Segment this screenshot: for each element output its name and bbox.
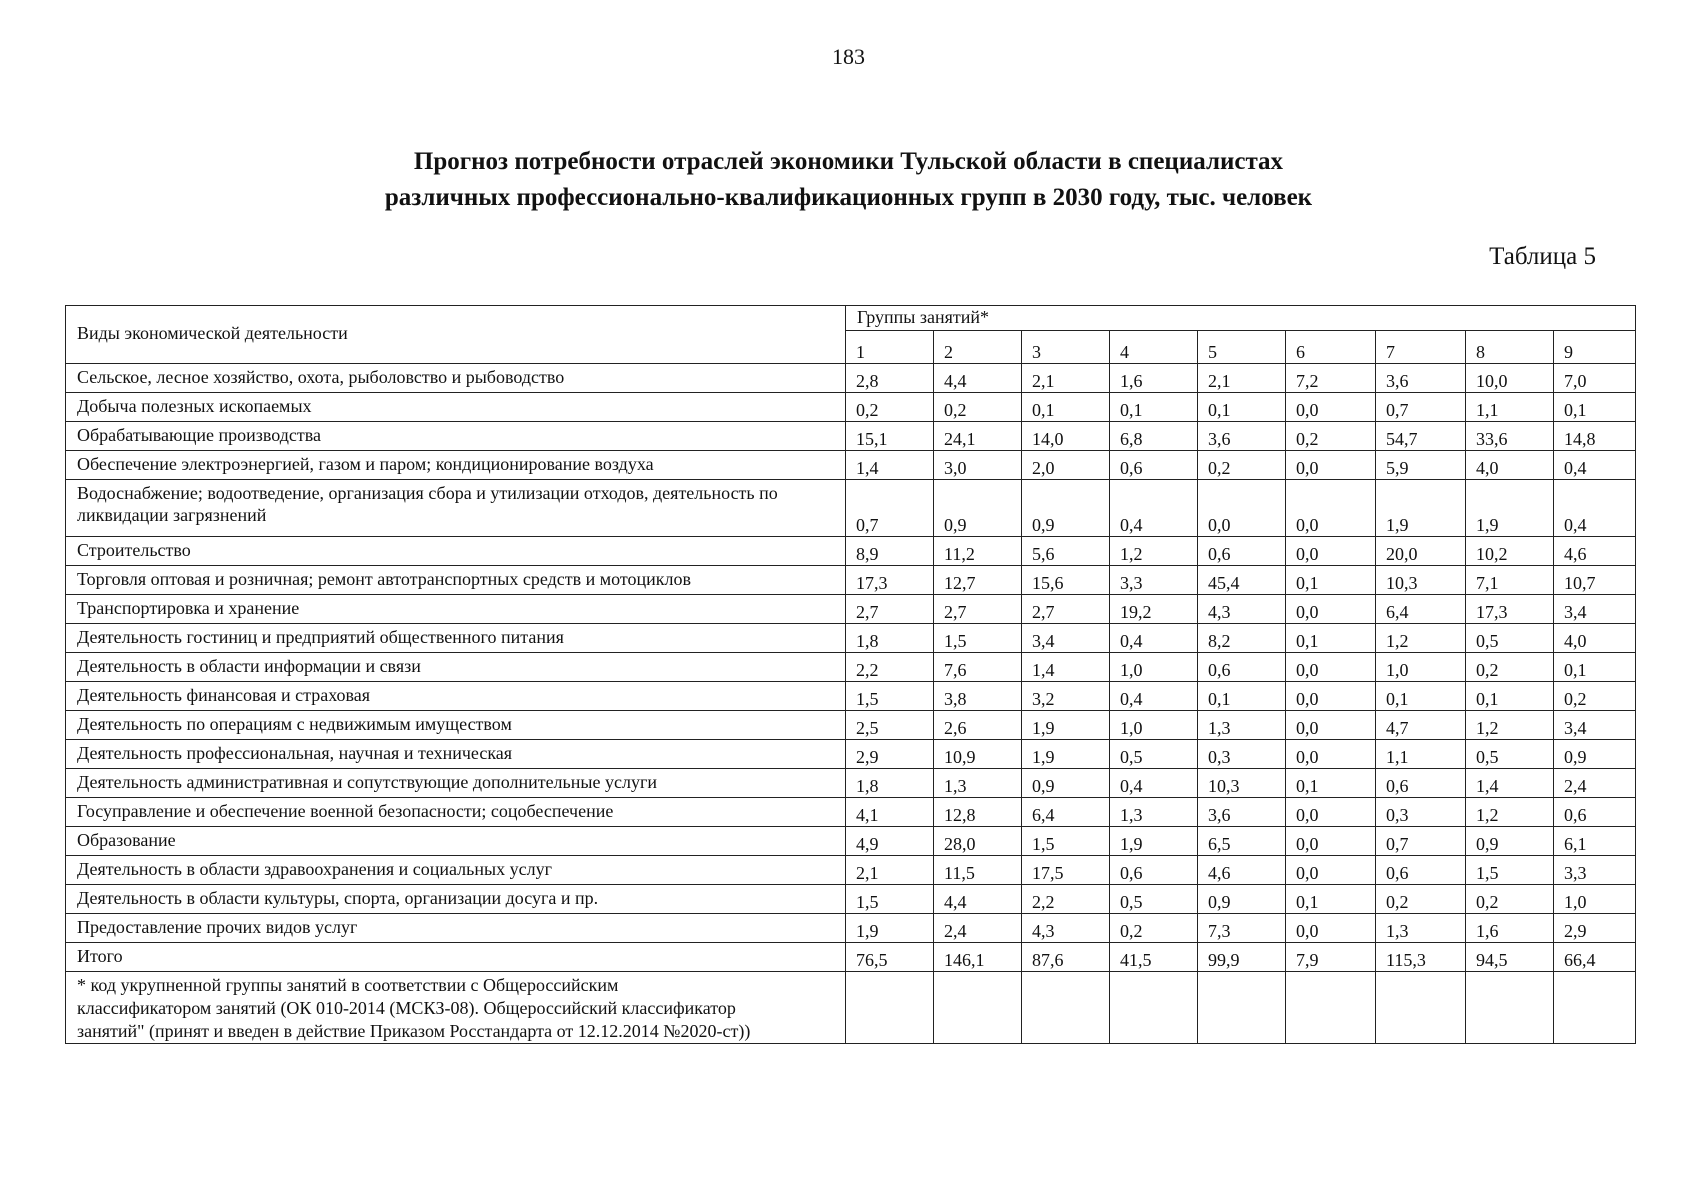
value-cell: 1,5 xyxy=(934,624,1022,653)
value-cell: 5,6 xyxy=(1022,537,1110,566)
activity-cell: Деятельность финансовая и страховая xyxy=(66,682,846,711)
value-cell: 4,6 xyxy=(1554,537,1636,566)
value-cell: 2,2 xyxy=(846,653,934,682)
value-cell: 0,6 xyxy=(1554,798,1636,827)
empty-cell xyxy=(1022,972,1110,1044)
value-cell: 1,5 xyxy=(1466,856,1554,885)
empty-cell xyxy=(1466,972,1554,1044)
value-cell: 0,2 xyxy=(846,393,934,422)
value-cell: 0,1 xyxy=(1110,393,1198,422)
value-cell: 4,0 xyxy=(1466,451,1554,480)
header-row xyxy=(66,306,1636,331)
value-cell: 2,1 xyxy=(1198,364,1286,393)
value-cell: 0,9 xyxy=(1022,769,1110,798)
value-cell: 0,1 xyxy=(1466,682,1554,711)
table-row xyxy=(66,682,1636,711)
value-cell: 0,0 xyxy=(1286,827,1376,856)
value-cell: 6,1 xyxy=(1554,827,1636,856)
value-cell: 0,1 xyxy=(1198,682,1286,711)
value-cell: 8,2 xyxy=(1198,624,1286,653)
value-cell: 20,0 xyxy=(1376,537,1466,566)
value-cell: 0,1 xyxy=(1022,393,1110,422)
value-cell: 0,6 xyxy=(1376,856,1466,885)
value-cell: 0,3 xyxy=(1198,740,1286,769)
value-cell: 0,0 xyxy=(1286,711,1376,740)
value-cell: 87,6 xyxy=(1022,943,1110,972)
value-cell: 66,4 xyxy=(1554,943,1636,972)
value-cell: 76,5 xyxy=(846,943,934,972)
table-row xyxy=(66,422,1636,451)
value-cell: 2,0 xyxy=(1022,451,1110,480)
value-cell: 1,4 xyxy=(846,451,934,480)
value-cell: 0,0 xyxy=(1286,740,1376,769)
value-cell: 1,5 xyxy=(846,885,934,914)
value-cell: 6,5 xyxy=(1198,827,1286,856)
value-cell: 4,9 xyxy=(846,827,934,856)
value-cell: 1,8 xyxy=(846,624,934,653)
value-cell: 7,6 xyxy=(934,653,1022,682)
value-cell: 0,1 xyxy=(1198,393,1286,422)
value-cell: 1,6 xyxy=(1110,364,1198,393)
empty-cell xyxy=(1110,972,1198,1044)
value-cell: 19,2 xyxy=(1110,595,1198,624)
table-label: Таблица 5 xyxy=(1489,243,1596,270)
value-cell: 3,6 xyxy=(1376,364,1466,393)
value-cell: 1,2 xyxy=(1110,537,1198,566)
value-cell: 0,0 xyxy=(1286,480,1376,537)
value-cell: 7,9 xyxy=(1286,943,1376,972)
empty-cell xyxy=(1376,972,1466,1044)
table-row xyxy=(66,393,1636,422)
value-cell: 15,6 xyxy=(1022,566,1110,595)
value-cell: 1,2 xyxy=(1466,711,1554,740)
value-cell: 33,6 xyxy=(1466,422,1554,451)
value-cell: 4,4 xyxy=(934,885,1022,914)
table-row xyxy=(66,480,1636,537)
value-cell: 0,9 xyxy=(934,480,1022,537)
title-line-2: различных профессионально-квалификационных групп в 2030 году, тыс. человек xyxy=(384,184,1313,211)
value-cell: 0,2 xyxy=(1198,451,1286,480)
activity-cell: Предоставление прочих видов услуг xyxy=(66,914,846,943)
column-header: 5 xyxy=(1198,331,1286,364)
value-cell: 0,2 xyxy=(1466,885,1554,914)
value-cell: 1,2 xyxy=(1376,624,1466,653)
value-cell: 0,1 xyxy=(1554,653,1636,682)
value-cell: 146,1 xyxy=(934,943,1022,972)
value-cell: 1,9 xyxy=(1110,827,1198,856)
value-cell: 3,6 xyxy=(1198,798,1286,827)
column-header: 7 xyxy=(1376,331,1466,364)
value-cell: 0,0 xyxy=(1286,393,1376,422)
value-cell: 10,9 xyxy=(934,740,1022,769)
value-cell: 4,3 xyxy=(1022,914,1110,943)
value-cell: 6,8 xyxy=(1110,422,1198,451)
activity-cell: Деятельность по операциям с недвижимым имуществом xyxy=(66,711,846,740)
value-cell: 0,7 xyxy=(1376,393,1466,422)
footnote-cell xyxy=(66,972,846,1044)
value-cell: 3,8 xyxy=(934,682,1022,711)
table-body xyxy=(66,306,1636,1044)
value-cell: 0,7 xyxy=(1376,827,1466,856)
value-cell: 10,3 xyxy=(1198,769,1286,798)
page-number: 183 xyxy=(832,44,865,69)
value-cell: 0,1 xyxy=(1286,885,1376,914)
value-cell: 3,0 xyxy=(934,451,1022,480)
document-title xyxy=(0,144,1697,216)
table-row xyxy=(66,827,1636,856)
activity-cell: Деятельность в области информации и связи xyxy=(66,653,846,682)
activity-cell: Образование xyxy=(66,827,846,856)
activity-cell: Строительство xyxy=(66,537,846,566)
table-row xyxy=(66,798,1636,827)
value-cell: 7,3 xyxy=(1198,914,1286,943)
value-cell: 0,1 xyxy=(1286,624,1376,653)
value-cell: 0,2 xyxy=(934,393,1022,422)
value-cell: 17,3 xyxy=(846,566,934,595)
value-cell: 41,5 xyxy=(1110,943,1198,972)
table-row xyxy=(66,566,1636,595)
value-cell: 4,7 xyxy=(1376,711,1466,740)
value-cell: 1,3 xyxy=(1110,798,1198,827)
column-header: 2 xyxy=(934,331,1022,364)
table-row xyxy=(66,364,1636,393)
value-cell: 17,5 xyxy=(1022,856,1110,885)
value-cell: 1,1 xyxy=(1376,740,1466,769)
value-cell: 2,5 xyxy=(846,711,934,740)
value-cell: 2,6 xyxy=(934,711,1022,740)
value-cell: 2,4 xyxy=(934,914,1022,943)
value-cell: 115,3 xyxy=(1376,943,1466,972)
column-header: 8 xyxy=(1466,331,1554,364)
empty-cell xyxy=(1198,972,1286,1044)
value-cell: 1,3 xyxy=(1198,711,1286,740)
value-cell: 0,2 xyxy=(1286,422,1376,451)
activity-cell: Деятельность в области культуры, спорта, организации досуга и пр. xyxy=(66,885,846,914)
value-cell: 2,1 xyxy=(1022,364,1110,393)
activity-cell: Деятельность гостиниц и предприятий общественного питания xyxy=(66,624,846,653)
value-cell: 0,3 xyxy=(1376,798,1466,827)
value-cell: 1,0 xyxy=(1376,653,1466,682)
value-cell: 4,1 xyxy=(846,798,934,827)
value-cell: 12,8 xyxy=(934,798,1022,827)
value-cell: 6,4 xyxy=(1376,595,1466,624)
table-row xyxy=(66,740,1636,769)
value-cell: 1,0 xyxy=(1554,885,1636,914)
column-header: 9 xyxy=(1554,331,1636,364)
value-cell: 3,4 xyxy=(1022,624,1110,653)
row-header-cell: Виды экономической деятельности xyxy=(66,306,846,364)
table-row xyxy=(66,856,1636,885)
value-cell: 0,4 xyxy=(1110,624,1198,653)
empty-cell xyxy=(934,972,1022,1044)
value-cell: 3,3 xyxy=(1554,856,1636,885)
value-cell: 17,3 xyxy=(1466,595,1554,624)
activity-cell: Деятельность административная и сопутствующие дополнительные услуги xyxy=(66,769,846,798)
value-cell: 12,7 xyxy=(934,566,1022,595)
value-cell: 10,3 xyxy=(1376,566,1466,595)
value-cell: 1,8 xyxy=(846,769,934,798)
value-cell: 0,0 xyxy=(1198,480,1286,537)
total-row xyxy=(66,943,1636,972)
value-cell: 0,6 xyxy=(1110,451,1198,480)
value-cell: 1,3 xyxy=(934,769,1022,798)
value-cell: 1,5 xyxy=(846,682,934,711)
activity-cell: Итого xyxy=(66,943,846,972)
column-header: 3 xyxy=(1022,331,1110,364)
value-cell: 0,1 xyxy=(1376,682,1466,711)
value-cell: 6,4 xyxy=(1022,798,1110,827)
table-row xyxy=(66,711,1636,740)
value-cell: 24,1 xyxy=(934,422,1022,451)
table-row xyxy=(66,885,1636,914)
value-cell: 2,7 xyxy=(1022,595,1110,624)
value-cell: 3,3 xyxy=(1110,566,1198,595)
value-cell: 45,4 xyxy=(1198,566,1286,595)
value-cell: 3,4 xyxy=(1554,595,1636,624)
empty-cell xyxy=(1554,972,1636,1044)
value-cell: 0,0 xyxy=(1286,682,1376,711)
value-cell: 28,0 xyxy=(934,827,1022,856)
value-cell: 0,5 xyxy=(1466,624,1554,653)
activity-cell: Обеспечение электроэнергией, газом и паром; кондиционирование воздуха xyxy=(66,451,846,480)
value-cell: 5,9 xyxy=(1376,451,1466,480)
value-cell: 0,4 xyxy=(1110,682,1198,711)
value-cell: 10,0 xyxy=(1466,364,1554,393)
footnote-row xyxy=(66,972,1636,1044)
value-cell: 0,5 xyxy=(1110,885,1198,914)
activity-cell: Добыча полезных ископаемых xyxy=(66,393,846,422)
value-cell: 0,1 xyxy=(1286,769,1376,798)
value-cell: 0,0 xyxy=(1286,537,1376,566)
table-row xyxy=(66,595,1636,624)
table-row xyxy=(66,653,1636,682)
value-cell: 0,7 xyxy=(846,480,934,537)
value-cell: 0,0 xyxy=(1286,653,1376,682)
value-cell: 4,4 xyxy=(934,364,1022,393)
value-cell: 0,6 xyxy=(1110,856,1198,885)
value-cell: 7,2 xyxy=(1286,364,1376,393)
value-cell: 0,2 xyxy=(1376,885,1466,914)
value-cell: 2,7 xyxy=(934,595,1022,624)
value-cell: 1,9 xyxy=(846,914,934,943)
value-cell: 94,5 xyxy=(1466,943,1554,972)
value-cell: 0,1 xyxy=(1286,566,1376,595)
value-cell: 0,0 xyxy=(1286,914,1376,943)
value-cell: 1,9 xyxy=(1022,711,1110,740)
value-cell: 0,2 xyxy=(1110,914,1198,943)
value-cell: 2,4 xyxy=(1554,769,1636,798)
value-cell: 15,1 xyxy=(846,422,934,451)
column-header: 4 xyxy=(1110,331,1198,364)
value-cell: 3,6 xyxy=(1198,422,1286,451)
value-cell: 0,1 xyxy=(1554,393,1636,422)
value-cell: 1,1 xyxy=(1466,393,1554,422)
value-cell: 54,7 xyxy=(1376,422,1466,451)
value-cell: 0,4 xyxy=(1110,480,1198,537)
empty-cell xyxy=(1286,972,1376,1044)
activity-cell: Обрабатывающие производства xyxy=(66,422,846,451)
value-cell: 11,5 xyxy=(934,856,1022,885)
footnote-line: классификатором занятий (ОК 010-2014 (МСКЗ-08). Общероссийский классификатор xyxy=(77,998,736,1018)
value-cell: 1,2 xyxy=(1466,798,1554,827)
forecast-table xyxy=(65,305,1636,1044)
value-cell: 2,2 xyxy=(1022,885,1110,914)
value-cell: 2,8 xyxy=(846,364,934,393)
value-cell: 3,4 xyxy=(1554,711,1636,740)
value-cell: 2,9 xyxy=(1554,914,1636,943)
activity-cell: Водоснабжение; водоотведение, организация сбора и утилизации отходов, деятельность по ликвидации загрязнений xyxy=(66,480,846,537)
activity-cell: Деятельность профессиональная, научная и техническая xyxy=(66,740,846,769)
value-cell: 11,2 xyxy=(934,537,1022,566)
footnote-line: * код укрупненной группы занятий в соответствии с Общероссийским xyxy=(77,975,619,995)
activity-cell: Деятельность в области здравоохранения и социальных услуг xyxy=(66,856,846,885)
table-row xyxy=(66,769,1636,798)
value-cell: 0,0 xyxy=(1286,856,1376,885)
value-cell: 0,4 xyxy=(1554,451,1636,480)
table-row xyxy=(66,537,1636,566)
empty-cell xyxy=(846,972,934,1044)
table-row xyxy=(66,624,1636,653)
value-cell: 14,0 xyxy=(1022,422,1110,451)
footnote-line: занятий" (принят и введен в действие Приказом Росстандарта от 12.12.2014 №2020-ст)) xyxy=(77,1021,751,1041)
value-cell: 1,0 xyxy=(1110,653,1198,682)
value-cell: 10,7 xyxy=(1554,566,1636,595)
value-cell: 10,2 xyxy=(1466,537,1554,566)
value-cell: 8,9 xyxy=(846,537,934,566)
column-header: 6 xyxy=(1286,331,1376,364)
value-cell: 0,6 xyxy=(1376,769,1466,798)
value-cell: 1,9 xyxy=(1376,480,1466,537)
value-cell: 1,0 xyxy=(1110,711,1198,740)
groups-header-cell: Группы занятий* xyxy=(846,306,1636,331)
value-cell: 0,9 xyxy=(1554,740,1636,769)
value-cell: 0,5 xyxy=(1110,740,1198,769)
column-header: 1 xyxy=(846,331,934,364)
value-cell: 0,9 xyxy=(1022,480,1110,537)
value-cell: 0,0 xyxy=(1286,595,1376,624)
value-cell: 0,5 xyxy=(1466,740,1554,769)
value-cell: 1,9 xyxy=(1022,740,1110,769)
value-cell: 1,3 xyxy=(1376,914,1466,943)
value-cell: 14,8 xyxy=(1554,422,1636,451)
value-cell: 1,4 xyxy=(1022,653,1110,682)
table-row xyxy=(66,914,1636,943)
value-cell: 0,0 xyxy=(1286,451,1376,480)
value-cell: 4,0 xyxy=(1554,624,1636,653)
value-cell: 0,4 xyxy=(1554,480,1636,537)
value-cell: 1,9 xyxy=(1466,480,1554,537)
value-cell: 4,6 xyxy=(1198,856,1286,885)
value-cell: 1,6 xyxy=(1466,914,1554,943)
activity-cell: Торговля оптовая и розничная; ремонт автотранспортных средств и мотоциклов xyxy=(66,566,846,595)
value-cell: 1,4 xyxy=(1466,769,1554,798)
title-line-1: Прогноз потребности отраслей экономики Тульской области в специалистах xyxy=(413,148,1284,175)
value-cell: 7,0 xyxy=(1554,364,1636,393)
value-cell: 2,1 xyxy=(846,856,934,885)
value-cell: 0,2 xyxy=(1466,653,1554,682)
value-cell: 0,0 xyxy=(1286,798,1376,827)
value-cell: 2,9 xyxy=(846,740,934,769)
value-cell: 7,1 xyxy=(1466,566,1554,595)
value-cell: 1,5 xyxy=(1022,827,1110,856)
activity-cell: Сельское, лесное хозяйство, охота, рыболовство и рыбоводство xyxy=(66,364,846,393)
activity-cell: Госуправление и обеспечение военной безопасности; соцобеспечение xyxy=(66,798,846,827)
value-cell: 99,9 xyxy=(1198,943,1286,972)
value-cell: 0,9 xyxy=(1198,885,1286,914)
activity-cell: Транспортировка и хранение xyxy=(66,595,846,624)
value-cell: 4,3 xyxy=(1198,595,1286,624)
value-cell: 3,2 xyxy=(1022,682,1110,711)
value-cell: 0,6 xyxy=(1198,653,1286,682)
table-row xyxy=(66,451,1636,480)
value-cell: 0,6 xyxy=(1198,537,1286,566)
value-cell: 0,9 xyxy=(1466,827,1554,856)
value-cell: 0,4 xyxy=(1110,769,1198,798)
value-cell: 0,2 xyxy=(1554,682,1636,711)
value-cell: 2,7 xyxy=(846,595,934,624)
